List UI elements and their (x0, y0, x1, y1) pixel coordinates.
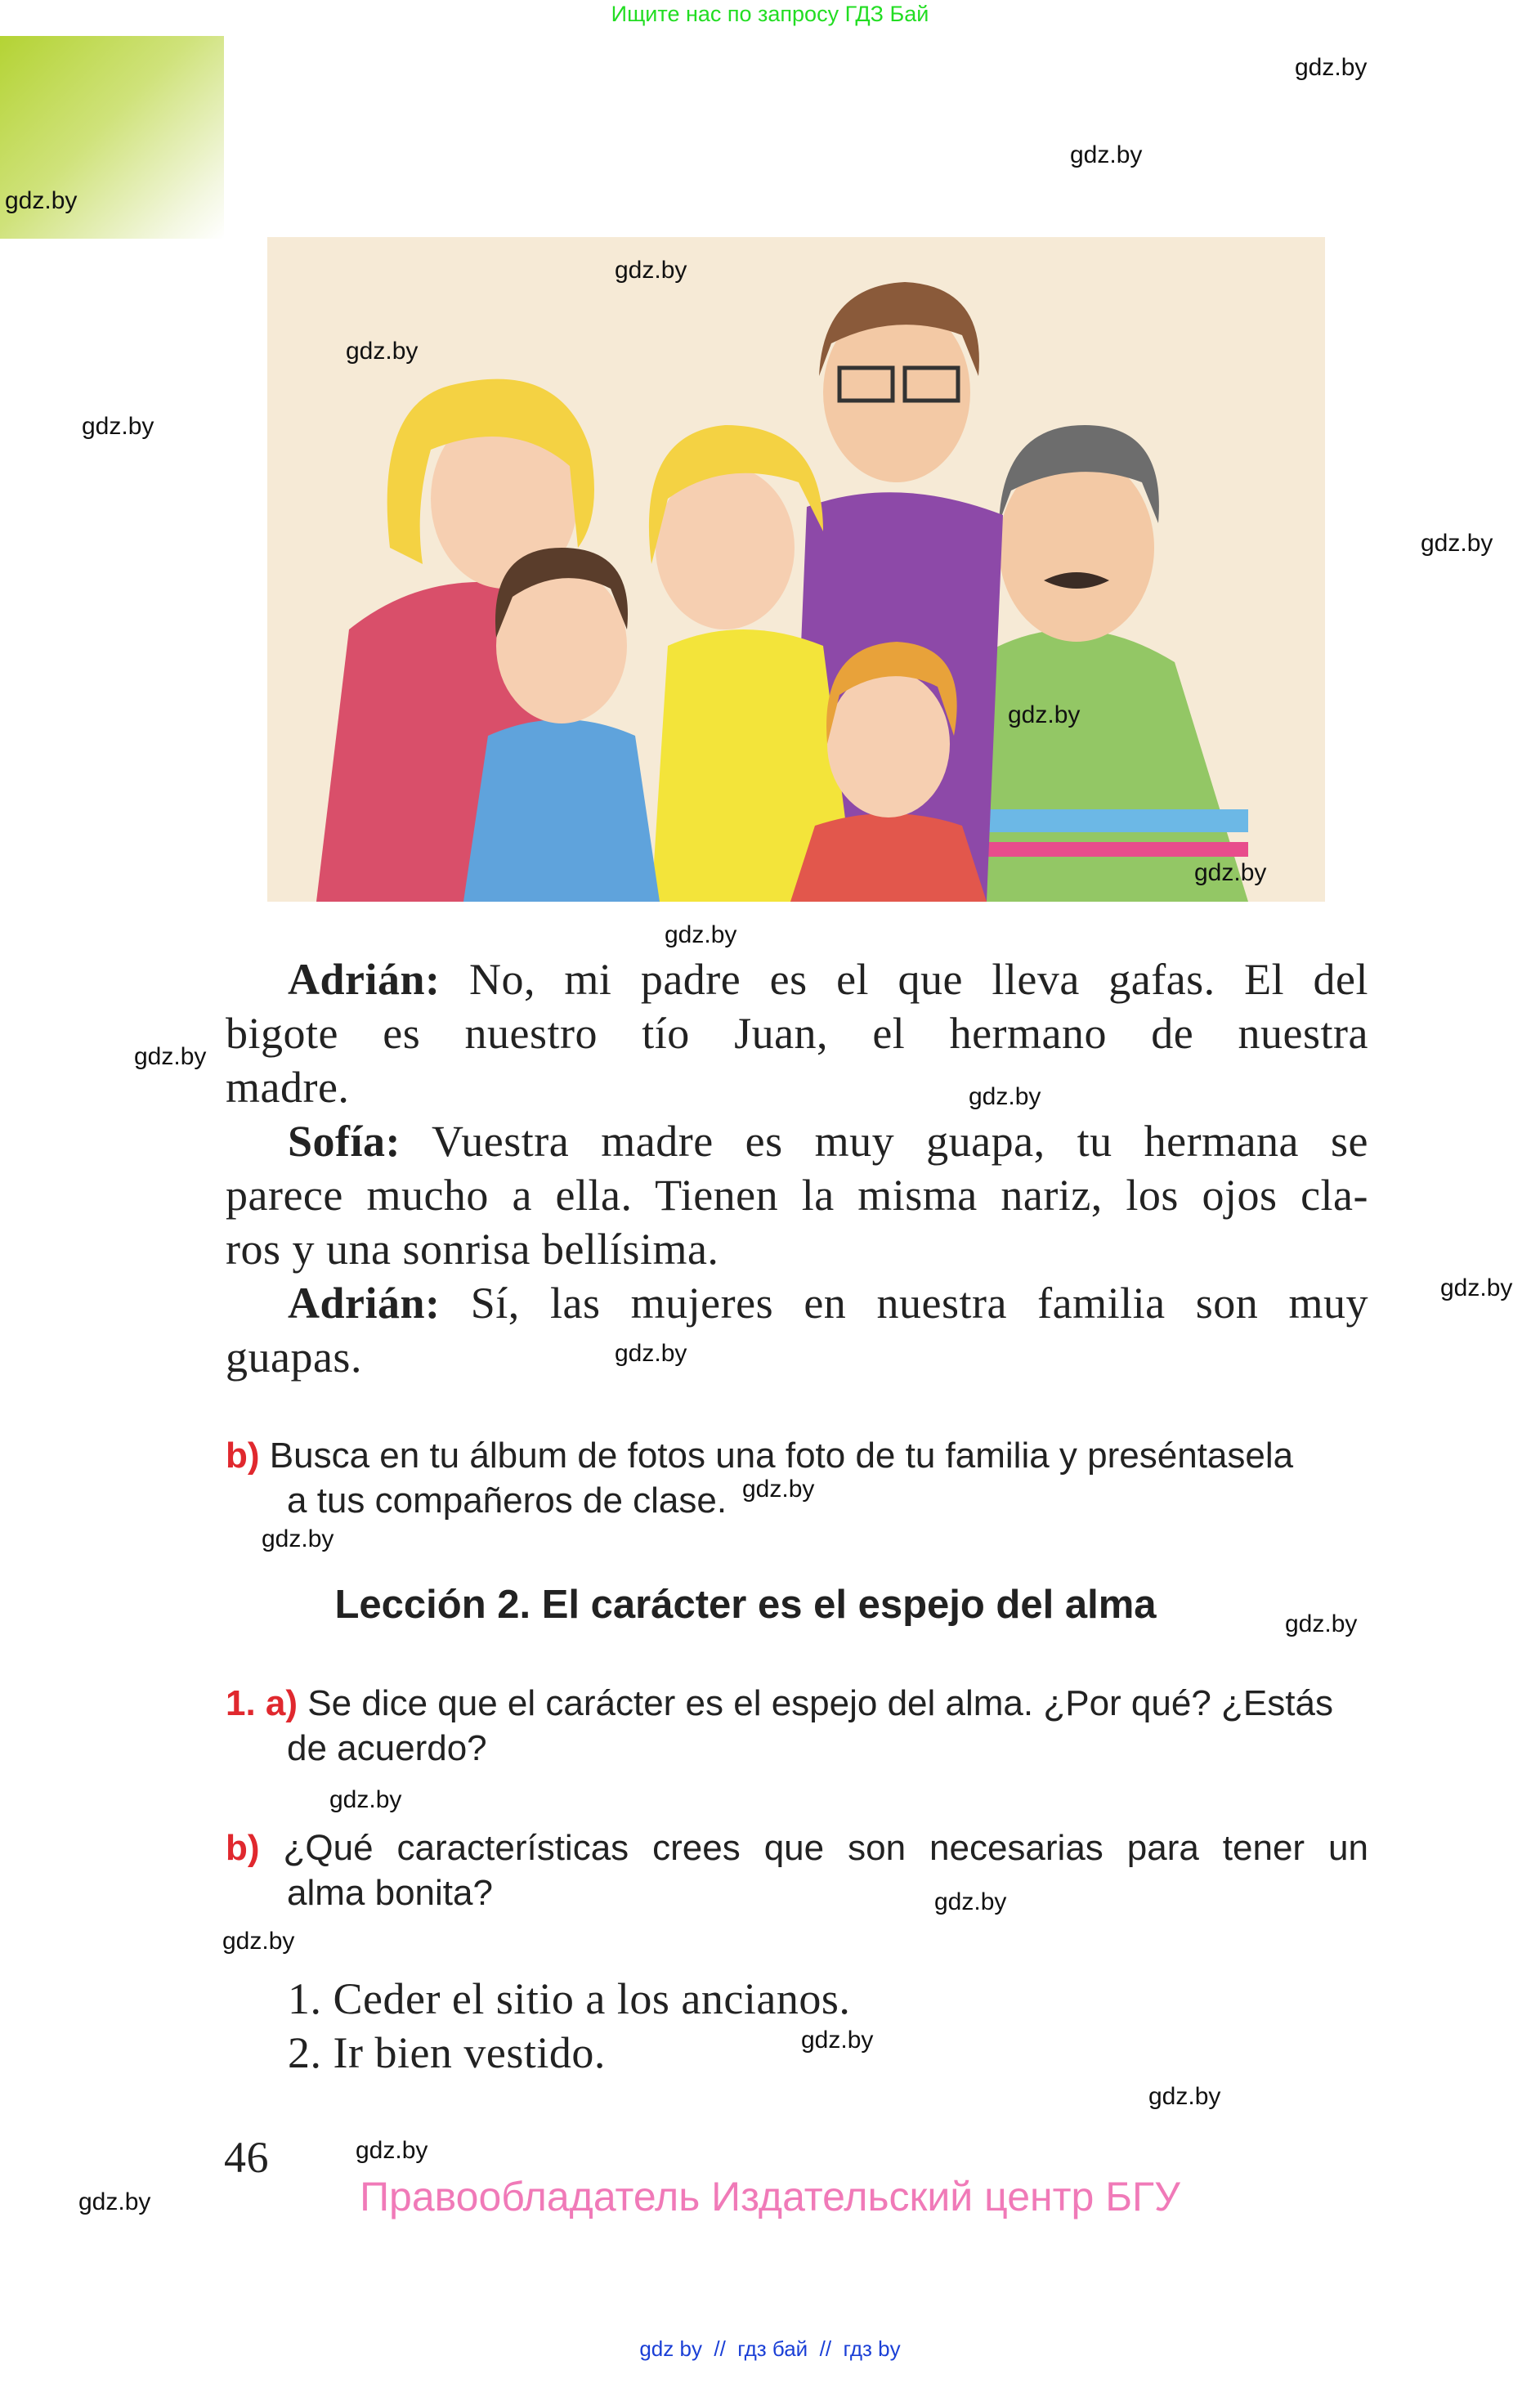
watermark: gdz.by (222, 1928, 295, 1955)
watermark: gdz.by (134, 1043, 207, 1070)
dialogue-line: madre. (226, 1063, 350, 1112)
exercise-marker: b) (226, 1828, 260, 1868)
page-number: 46 (224, 2133, 269, 2182)
watermark: gdz.by (1008, 701, 1081, 728)
watermark: gdz.by (1440, 1274, 1513, 1301)
watermark: gdz.by (665, 921, 737, 948)
watermark: gdz.by (969, 1083, 1041, 1110)
dialogue-line: bigote es nuestro tío Juan, el hermano de nuestra (226, 1009, 1368, 1058)
watermark: gdz.by (615, 1340, 687, 1367)
watermark: gdz.by (801, 2027, 874, 2054)
exercise-1b-line: alma bonita? (287, 1873, 493, 1913)
watermark: gdz.by (82, 413, 154, 440)
search-banner: Ищите нас по запросу ГДЗ Бай (611, 2, 929, 26)
speaker: Adrián: (288, 955, 441, 1004)
family-illustration (267, 237, 1325, 902)
dialogue-line: parece mucho a ella. Tienen la misma nariz, los ojos cla- (226, 1171, 1368, 1220)
watermark: gdz.by (356, 2137, 428, 2164)
bottom-links[interactable]: gdz by // гдз бай // гдз by (639, 2336, 901, 2361)
dialogue-line: Adrián: No, mi padre es el que lleva gafas. El del (288, 955, 1368, 1004)
exercise-marker: 1. a) (226, 1683, 298, 1723)
list-item: 1. Ceder el sitio a los ancianos. (288, 1974, 851, 2023)
watermark: gdz.by (1285, 1610, 1358, 1637)
task-marker: b) (226, 1436, 260, 1476)
watermark: gdz.by (78, 2188, 151, 2215)
watermark: gdz.by (262, 1525, 334, 1552)
dialogue-line: Sofía: Vuestra madre es muy guapa, tu hermana se (288, 1117, 1369, 1166)
exercise-1a-line: de acuerdo? (287, 1728, 487, 1768)
watermark: gdz.by (615, 257, 687, 284)
watermark: gdz.by (329, 1786, 402, 1813)
watermark: gdz.by (934, 1888, 1007, 1915)
task-b-line: a tus compañeros de clase. (287, 1480, 727, 1521)
watermark: gdz.by (1194, 859, 1267, 886)
exercise-1b: b) ¿Qué características crees que son necesarias para tener un (226, 1828, 1369, 1868)
watermark: gdz.by (1421, 530, 1493, 557)
watermark: gdz.by (742, 1476, 815, 1503)
speaker: Sofía: (288, 1117, 401, 1166)
copyright-notice: Правообладатель Издательский центр БГУ (360, 2174, 1180, 2220)
dialogue-line: Adrián: Sí, las mujeres en nuestra familia son muy (288, 1279, 1369, 1328)
watermark: gdz.by (346, 338, 419, 365)
watermark: gdz.by (1070, 141, 1143, 168)
dialogue-line: ros y una sonrisa bellísima. (226, 1225, 719, 1274)
family-picture (267, 237, 1325, 902)
task-b: b) Busca en tu álbum de fotos una foto de tu familia y preséntasela (226, 1436, 1294, 1476)
dialogue-line: guapas. (226, 1333, 362, 1382)
watermark: gdz.by (1148, 2083, 1221, 2110)
watermark: gdz.by (5, 187, 78, 214)
watermark: gdz.by (1295, 54, 1368, 81)
speaker: Adrián: (288, 1279, 441, 1328)
exercise-1a: 1. a) Se dice que el carácter es el espejo del alma. ¿Por qué? ¿Estás (226, 1683, 1333, 1723)
lesson-heading: Lección 2. El carácter es el espejo del alma (334, 1583, 1157, 1627)
list-item: 2. Ir bien vestido. (288, 2028, 606, 2077)
